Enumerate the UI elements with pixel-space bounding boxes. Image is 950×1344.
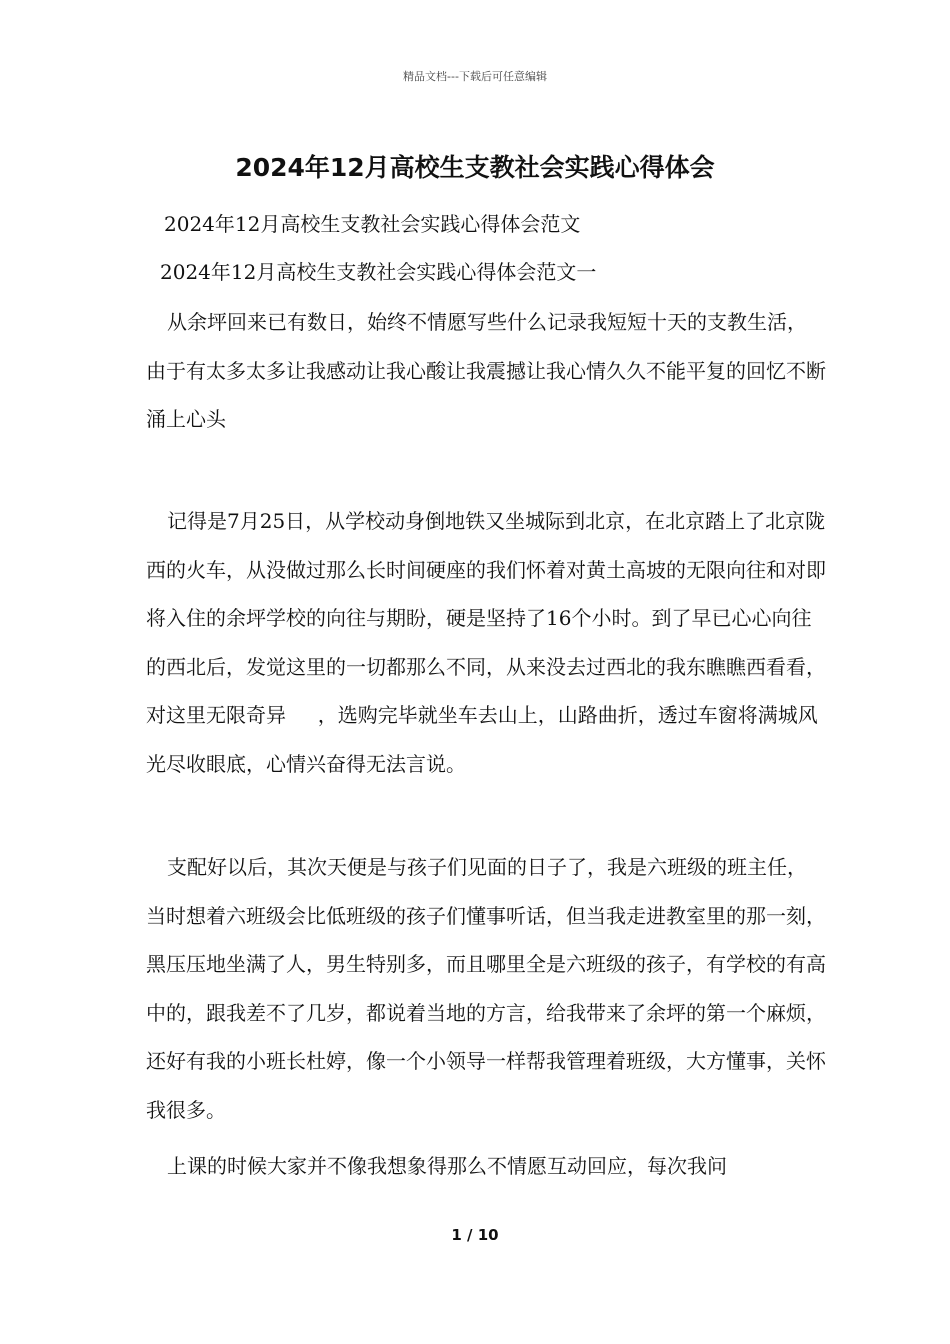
page-header: 精品文档---下载后可任意编辑 xyxy=(403,70,547,83)
page-number: 1 / 10 xyxy=(451,1226,499,1244)
body-paragraph: 记得是7月25日，从学校动身倒地铁又坐城际到北京，在北京踏上了北京陇西的火车，从没做过那么长时间硬座的我们怀着对黄土高坡的无限向往和对即将入住的余坪学校的向往与期盼，硬是坚持了16个小时。到了早已心心向往的西北后，发觉这里的一切都那么不同，从来没去过西北的我东瞧瞧西看看，对这里无限奇异 ，选购完毕就坐车去山上，山路曲折，透过车窗将满城风光尽收眼底，心情兴奋得无法言说。 xyxy=(146,509,826,776)
body-paragraph: 上课的时候大家并不像我想象得那么不情愿互动回应，每次我问 xyxy=(167,1154,727,1178)
document-subtitle-section-one: 2024年12月高校生支教社会实践心得体会范文一 xyxy=(160,260,597,284)
body-paragraph: 从余坪回来已有数日，始终不情愿写些什么记录我短短十天的支教生活，由于有太多太多让我感动让我心酸让我震撼让我心情久久不能平复的回忆不断涌上心头 xyxy=(146,310,826,431)
document-subtitle: 2024年12月高校生支教社会实践心得体会范文 xyxy=(164,212,581,236)
document-title: 2024年12月高校生支教社会实践心得体会 xyxy=(235,153,715,182)
body-paragraph: 支配好以后，其次天便是与孩子们见面的日子了，我是六班级的班主任，当时想着六班级会比低班级的孩子们懂事听话，但当我走进教室里的那一刻，黑压压地坐满了人，男生特别多，而且哪里全是六班级的孩子，有学校的有高中的，跟我差不了几岁，都说着当地的方言，给我带来了余坪的第一个麻烦，还好有我的小班长杜婷，像一个小领导一样帮我管理着班级，大方懂事，关怀我很多。 xyxy=(146,855,826,1122)
